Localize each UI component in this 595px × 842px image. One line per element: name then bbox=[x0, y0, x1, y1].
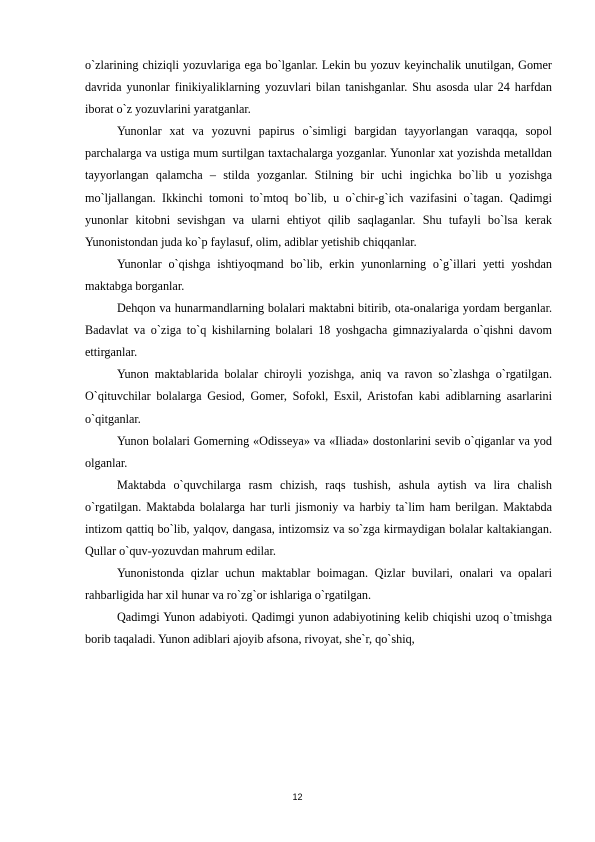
paragraph-children-help: Dehqon va hunarmandlarning bolalari maktabni bitirib, ota-onalariga yordam berganlar. Badavlat va o`ziga to`q kishilarning bolalari 18 yoshgacha gimnaziyalarda o`qishni davom ettirganlar. bbox=[85, 301, 552, 360]
paragraph-homer: Yunon bolalari Gomerning «Odisseya» va «Iliada» dostonlarini sevib o`qiganlar va yod olganlar. bbox=[85, 433, 552, 470]
paragraph-literature: Qadimgi Yunon adabiyoti. Qadimgi yunon adabiyotining kelib chiqishi uzoq o`tmishga borib taqaladi. Yunon adiblari ajoyib afsona, rivoyat, she`r, qo`shiq, bbox=[85, 610, 552, 647]
page-number: 12 bbox=[292, 792, 303, 802]
paragraph-school-subjects: Maktabda o`quvchilarga rasm chizish, raqs tushish, ashula aytish va lira chalish o`rgatilgan. Maktabda bolalarga har turli jismoniy va harbiy ta`lim ham berilgan. Maktabda intizom qattiq bo`lib, yalqov, dangasa, intizomsiz va so`zga kirmaydigan bolalar kaltakiangan. Qullar o`quv-yozuvdan mahrum edilar. bbox=[85, 477, 552, 559]
paragraph-writing-materials: Yunonlar xat va yozuvni papirus o`simligi bargidan tayyorlangan varaqqa, sopol parchalarga va ustiga mum surtilgan taxtachalarga yozganlar. Yunonlar xat yozishda metalldan tayyorlangan qalamcha – stilda yozganlar. Stilning bir uchi ingichka bo`lib u yozishga mo`ljallangan. Ikkinchi tomoni to`mtoq bo`lib, u o`chir-g`ich vazifasini o`tagan. Qadimgi yunonlar kitobni sevishgan va ularni ehtiyot qilib saqlaganlar. Shu tufayli bo`lsa kerak Yunonistondan juda ko`p faylasuf, olim, adiblar yetishib chiqqanlar. bbox=[85, 124, 552, 249]
paragraph-schools: Yunon maktablarida bolalar chiroyli yozishga, aniq va ravon so`zlashga o`rgatilgan. O`qituvchilar bolalarga Gesiod, Gomer, Sofokl, Esxil, Aristofan kabi adiblarning asarlarini o`qitganlar. bbox=[85, 367, 552, 426]
page-body bbox=[85, 54, 552, 651]
paragraph-school-age: Yunonlar o`qishga ishtiyoqmand bo`lib, erkin yunonlarning o`g`illari yetti yoshdan maktabga borganlar. bbox=[85, 256, 552, 293]
paragraph-continuation: o`zlarining chiziqli yozuvlariga ega bo`lganlar. Lekin bu yozuv keyinchalik unutilgan, Gomer davrida yunonlar finikiyaliklarning yozuvlari bilan tanishganlar. Shu asosda ular 24 harfdan iborat o`z yozuvlarini yaratganlar. bbox=[85, 58, 552, 117]
paragraph-girls: Yunonistonda qizlar uchun maktablar boimagan. Qizlar buvilari, onalari va opalari rahbarligida har xil hunar va ro`zg`or ishlariga o`rgatilgan. bbox=[85, 566, 552, 603]
